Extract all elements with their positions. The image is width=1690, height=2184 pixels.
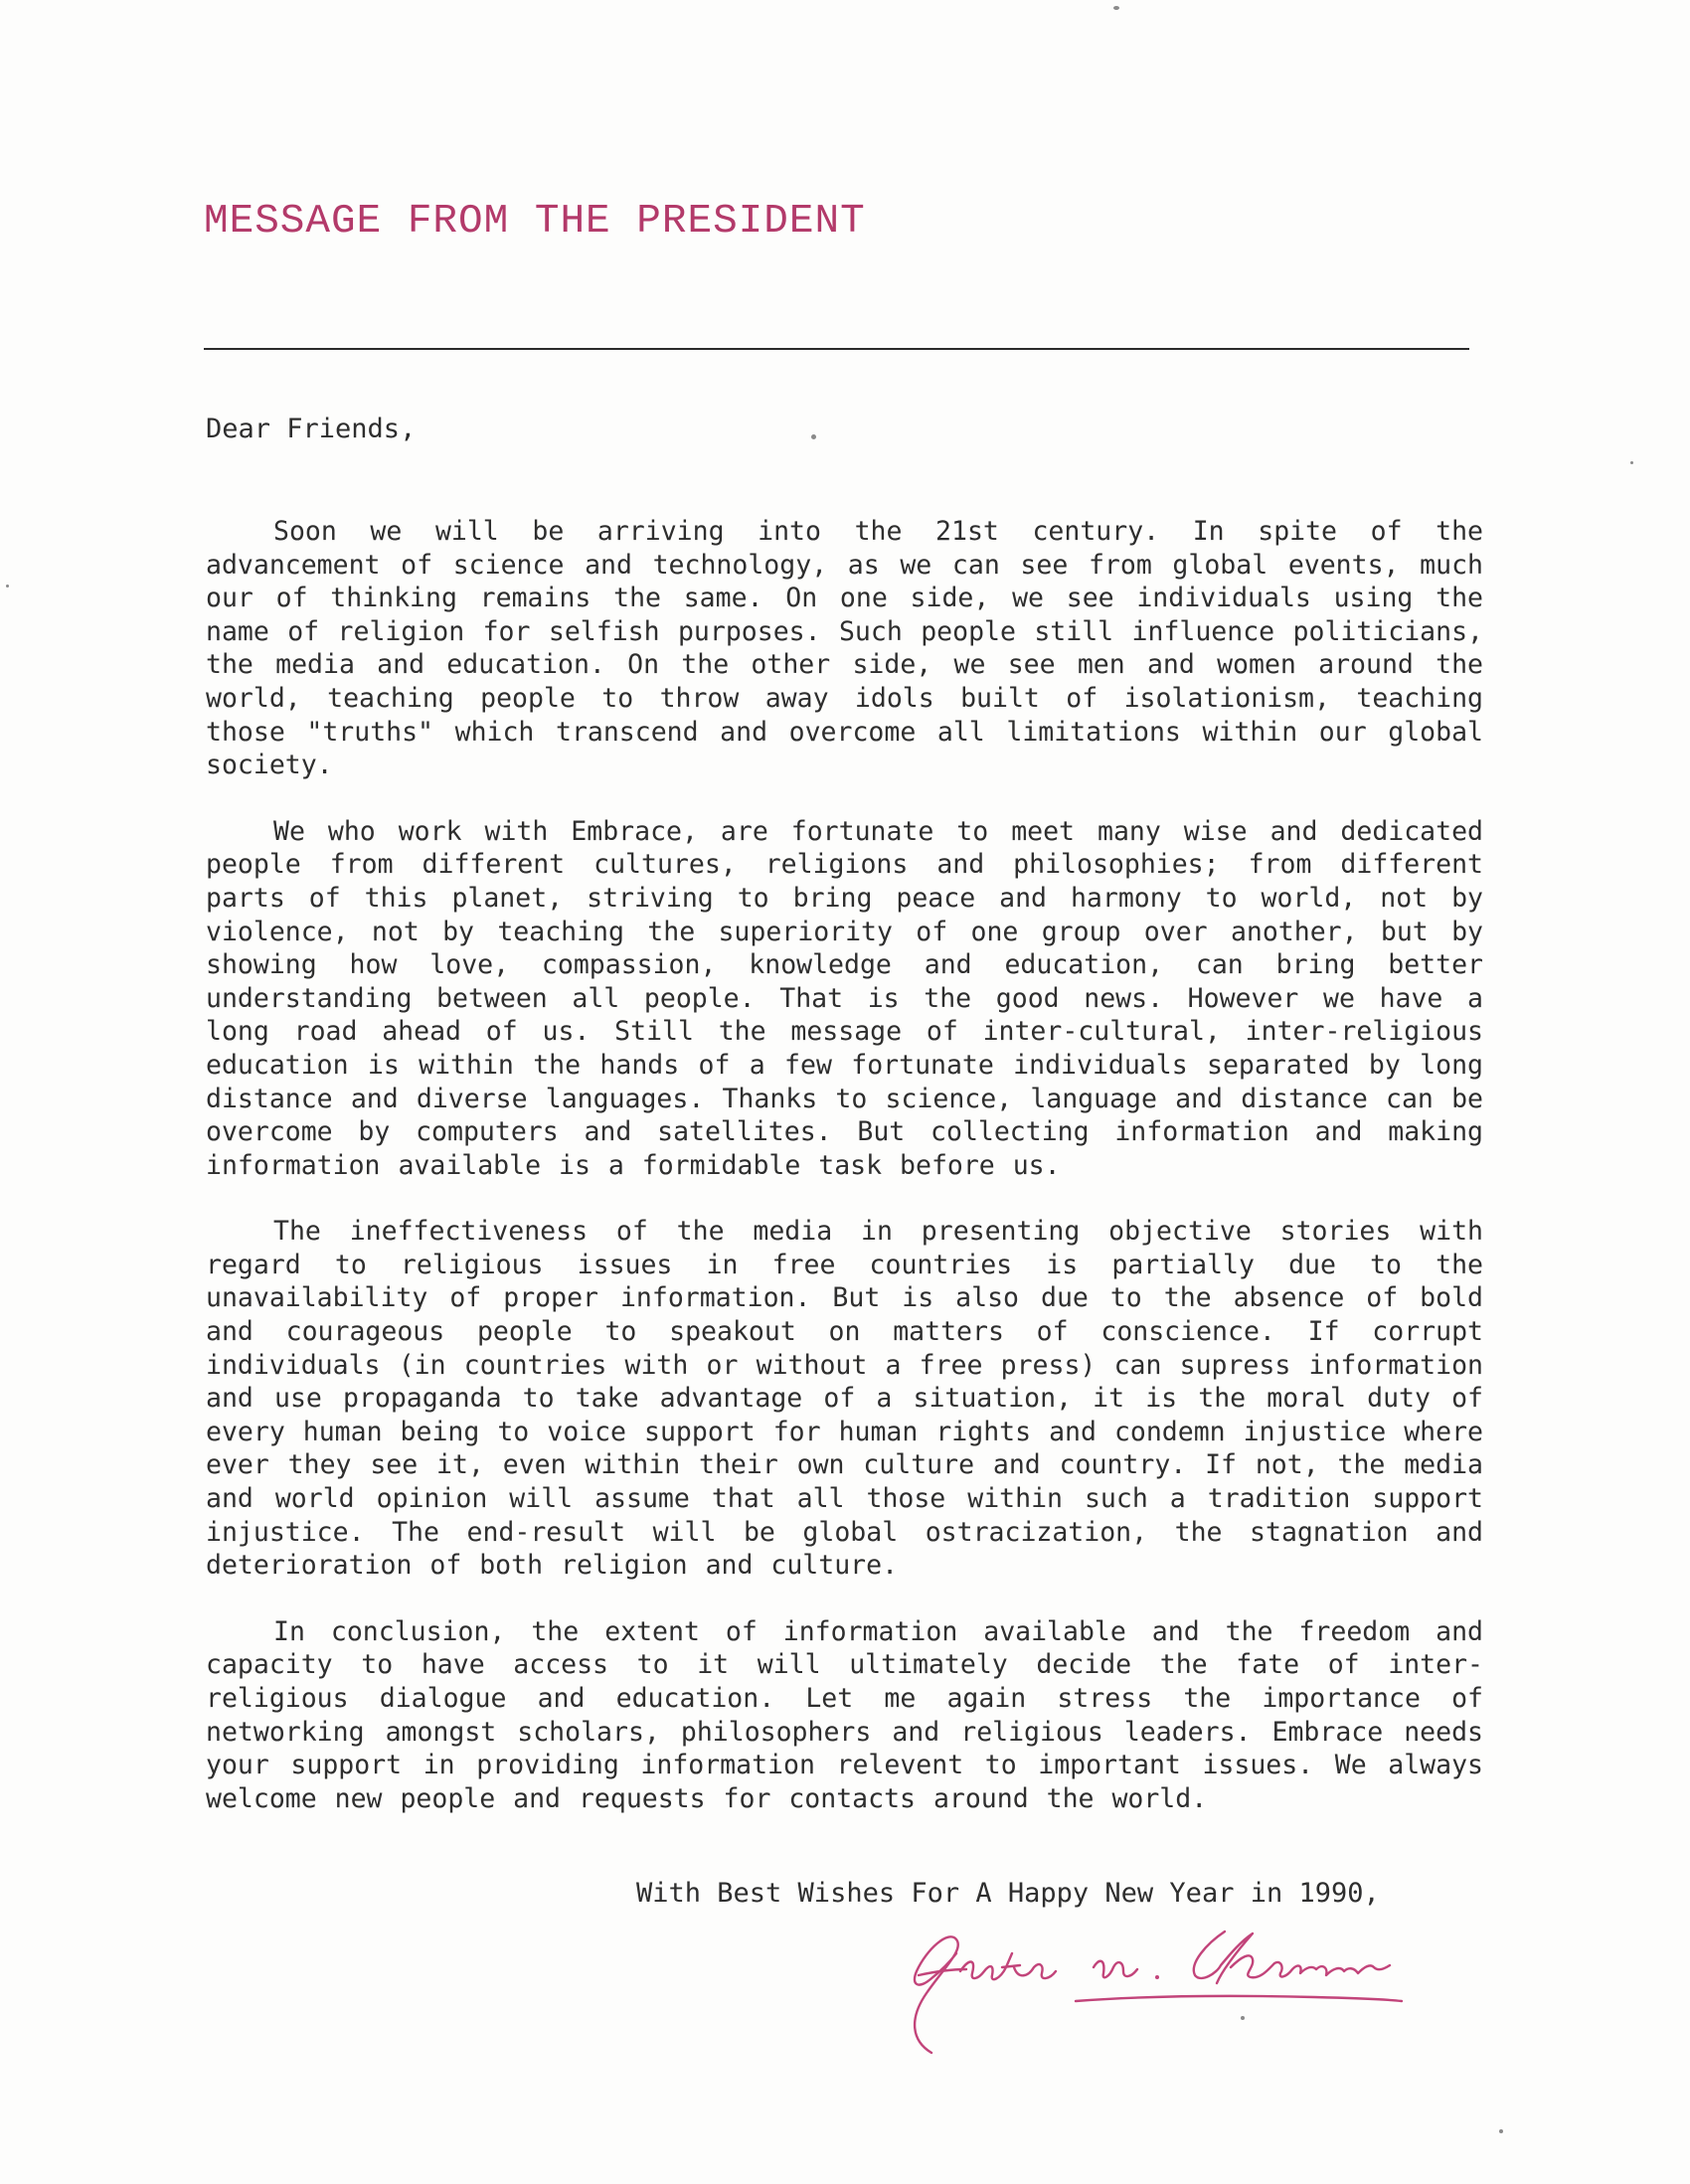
letter-body	[206, 515, 1483, 1848]
scan-speck	[6, 585, 9, 588]
scan-speck	[1499, 2129, 1503, 2133]
paragraph-4: In conclusion, the extent of information available and the freedom and capacity to have access to it will ultimately decide the fate of inter-religious dialogue and education. Let me again stress the importance of networking amongst scholars, philosophers and religious leaders. Embrace needs your support in providing information relevent to important issues. We always welcome new people and requests for contacts around the world.	[206, 1615, 1483, 1814]
paragraph-2: We who work with Embrace, are fortunate to meet many wise and dedicated people from different cultures, religions and philosophies; from different parts of this planet, striving to bring peace and harmony to world, not by violence, not by teaching the superiority of one group over another, but by showing how love, compassion, knowledge and education, can bring better understanding between all people. That is the good news. However we have a long road ahead of us. Still the message of inter-cultural, inter-religious education is within the hands of a few fortunate individuals separated by long distance and diverse languages. Thanks to science, language and distance can be overcome by computers and satellites. But collecting information and making information available is a formidable task before us.	[206, 815, 1483, 1181]
scan-speck	[1630, 461, 1633, 464]
salutation: Dear Friends,	[206, 414, 417, 444]
title-divider	[204, 348, 1469, 350]
paragraph-3: The ineffectiveness of the media in presenting objective stories with regard to religious issues in free countries is partially due to the unavailability of proper information. But is also due to the absence of bold and courageous people to speakout on matters of conscience. If corrupt individuals (in countries with or without a free press) can supress information and use propaganda to take advantage of a situation, it is the moral duty of every human being to voice support for human rights and condemn injustice where ever they see it, even within their own culture and country. If not, the media and world opinion will assume that all those within such a tradition support injustice. The end-result will be global ostracization, the stagnation and deterioration of both religion and culture.	[206, 1216, 1483, 1582]
handwritten-signature	[857, 1924, 1414, 2063]
page-title: MESSAGE FROM THE PRESIDENT	[204, 199, 866, 245]
scan-speck	[1241, 2016, 1245, 2020]
paragraph-1: Soon we will be arriving into the 21st century. In spite of the advancement of science and technology, as we can see from global events, much our of thinking remains the same. On one side, we see individuals using the name of religion for selfish purposes. Such people still influence politicians, the media and education. On the other side, we see men and women around the world, teaching people to throw away idols built of isolationism, teaching those "truths" which transcend and overcome all limitations within our global society.	[206, 516, 1483, 781]
scan-speck	[811, 434, 816, 439]
closing-line: With Best Wishes For A Happy New Year in 1990,	[636, 1878, 1380, 1909]
scan-speck	[1113, 6, 1119, 10]
